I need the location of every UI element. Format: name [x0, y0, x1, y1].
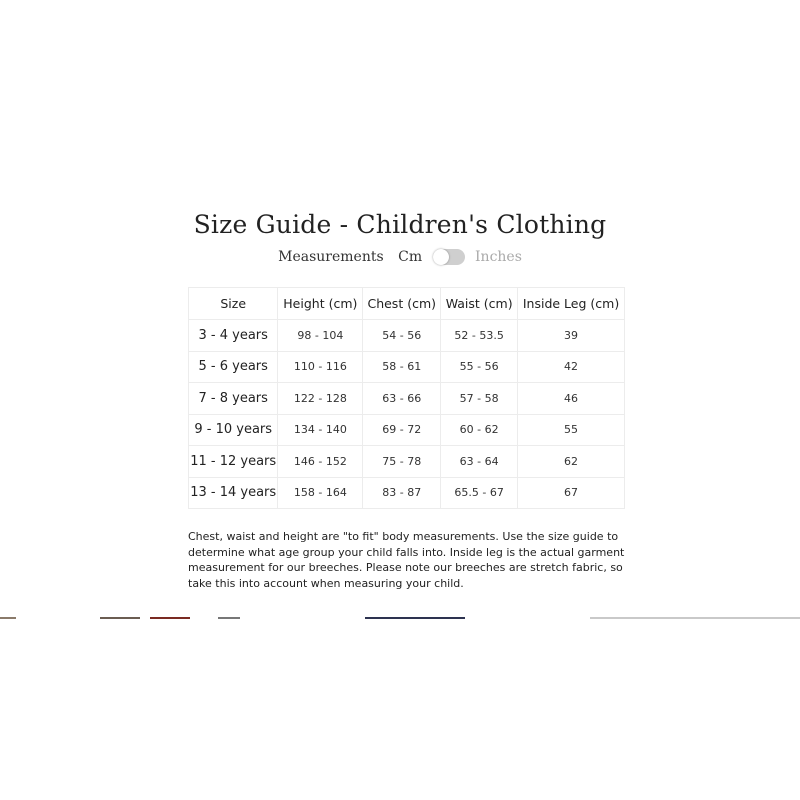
measurement-units-switch [0, 249, 800, 265]
size-cell: 7 - 8 years [189, 383, 278, 415]
background-page-edge [0, 617, 800, 620]
chest-cell: 69 - 72 [363, 414, 441, 446]
header-waist: Waist (cm) [441, 288, 518, 320]
inside-leg-cell: 62 [518, 446, 625, 478]
table-row [189, 351, 625, 383]
table-row [189, 477, 625, 509]
size-cell: 9 - 10 years [189, 414, 278, 446]
header-size: Size [189, 288, 278, 320]
height-cell: 146 - 152 [278, 446, 363, 478]
header-inside-leg: Inside Leg (cm) [518, 288, 625, 320]
inside-leg-cell: 42 [518, 351, 625, 383]
header-height: Height (cm) [278, 288, 363, 320]
table-row [189, 383, 625, 415]
page-title: Size Guide - Children's Clothing [193, 210, 607, 239]
waist-cell: 55 - 56 [441, 351, 518, 383]
chest-cell: 63 - 66 [363, 383, 441, 415]
table-row [189, 446, 625, 478]
size-cell: 3 - 4 years [189, 320, 278, 352]
background-fragment [100, 617, 140, 619]
size-cell: 5 - 6 years [189, 351, 278, 383]
size-cell: 11 - 12 years [189, 446, 278, 478]
background-fragment [150, 617, 190, 619]
waist-cell: 57 - 58 [441, 383, 518, 415]
waist-cell: 63 - 64 [441, 446, 518, 478]
background-fragment [365, 617, 465, 619]
chest-cell: 83 - 87 [363, 477, 441, 509]
table-row [189, 414, 625, 446]
background-fragment [218, 617, 240, 619]
height-cell: 122 - 128 [278, 383, 363, 415]
inside-leg-cell: 55 [518, 414, 625, 446]
unit-toggle[interactable] [433, 249, 465, 265]
size-table [188, 287, 625, 509]
inside-leg-cell: 39 [518, 320, 625, 352]
size-guide-note: Chest, waist and height are "to fit" body measurements. Use the size guide to determine what age group your child falls into. Inside leg is the actual garment measurement for our breeches. Please note our breeches are stretch fabric, so take this into account when measuring your child. [188, 530, 625, 591]
waist-cell: 65.5 - 67 [441, 477, 518, 509]
waist-cell: 60 - 62 [441, 414, 518, 446]
height-cell: 110 - 116 [278, 351, 363, 383]
chest-cell: 54 - 56 [363, 320, 441, 352]
size-cell: 13 - 14 years [189, 477, 278, 509]
unit-option-cm[interactable]: Cm [398, 249, 423, 265]
measurements-label: Measurements [278, 249, 384, 265]
waist-cell: 52 - 53.5 [441, 320, 518, 352]
chest-cell: 75 - 78 [363, 446, 441, 478]
inside-leg-cell: 46 [518, 383, 625, 415]
background-fragment [0, 617, 16, 619]
height-cell: 158 - 164 [278, 477, 363, 509]
background-fragment [590, 617, 800, 619]
height-cell: 134 - 140 [278, 414, 363, 446]
table-header-row [189, 288, 625, 320]
header-chest: Chest (cm) [363, 288, 441, 320]
table-row [189, 320, 625, 352]
unit-option-inches[interactable]: Inches [475, 249, 522, 265]
inside-leg-cell: 67 [518, 477, 625, 509]
chest-cell: 58 - 61 [363, 351, 441, 383]
toggle-knob [433, 249, 449, 265]
height-cell: 98 - 104 [278, 320, 363, 352]
